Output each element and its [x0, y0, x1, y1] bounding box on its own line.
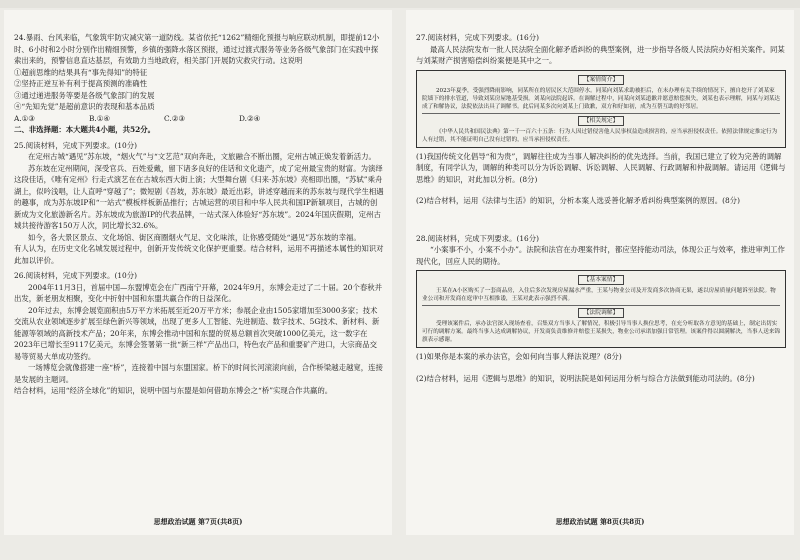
q24-item-2: ②坚持正逆互补有利于提高预测的准确性	[14, 79, 148, 88]
question-26	[14, 270, 384, 397]
q27-sub-1: (1)我国传统文化倡导“和为贵”，调解往往成为当事人解决纠纷的优先选择。当前，我国已建立了较为完善的调解制度，有同学认为，调解的种类可以分为诉讼调解、诉讼调解、人民调解、行政调解和仲裁调解。请运用《逻辑与思维》的知识，对此加以分析。(8分)	[416, 151, 786, 184]
answer-space	[416, 363, 786, 373]
q25-para-3: 如今，各大景区景点、文化场馆、街区商圈烟火气足、文化味浓，让你感受随处“遇见”苏东坡的幸福。	[28, 232, 361, 242]
q26-head: 26.阅读材料，完成下列要求。(10分)	[14, 271, 138, 280]
page-8-column	[416, 32, 786, 384]
q24-option-b: B.①④	[88, 113, 110, 123]
q27-sub-2: (2)结合材料，运用《法律与生活》的知识，分析本案人选妥善化解矛盾纠纷典型案例的原因。(8分)	[416, 196, 740, 205]
q25-head: 25.阅读材料，完成下列要求。(10分)	[14, 140, 138, 150]
q26-para-3: 一场博览会就像搭建一座“桥”，连接着中国与东盟国家。桥下的时间长河滚滚向前，合作桥梁越走越宽，连接是发展的主题词。	[14, 363, 383, 384]
page-8-footer: 思想政治试题 第8页(共8页)	[555, 517, 645, 526]
q24-options	[14, 113, 384, 125]
q27-material-box	[416, 70, 786, 148]
q28-sub-1: (1)如果你是本案的承办法官，会如何向当事人释法说理？(8分)	[416, 352, 622, 361]
page-8	[406, 10, 794, 535]
q28-material-box	[416, 270, 786, 348]
q27-box2-title: 【相关规定】	[578, 116, 625, 126]
q24-option-a: A.①③	[14, 113, 35, 123]
section-heading: 二、非选择题：本大题共4小题，共52分。	[14, 125, 156, 134]
q28-intro: “小案事不小，小案不小办”。法院和法官在办理案件时，都应坚持能动司法，体现公正与效率，推进审判工作现代化，回应人民的期待。	[416, 245, 785, 266]
q28-box2-text: 受理该案件后，承办法官深入现场查看，召集双方当事人了解情况，积极引导当事人换位思考，在充分听取各方意见的基础上，制定出切实可行的调解方案。最终当事人达成调解协议，开发商负责维修并赔偿王某损失，物业公司承诺加强日常管理。该案件得以圆满解决，当事人送来锦旗表示感谢。	[422, 321, 781, 343]
q27-head: 27.阅读材料，完成下列要求。(16分)	[416, 33, 540, 42]
q27-box1-text: 2023年夏季，受强烈降雨影响，同某所在的居民区大范围停水。同某向刘某求助被拒后，在未办理有关手续的情况下，擅自挖开了刘某家院墙下的排水管道，导致刘某房屋地基受损。刘某向法院起诉。在调解过程中，同某向刘某道歉并愿意赔偿损失，刘某也表示理解，同某与刘某达成了和解协议，法院依法出具了调解书。此后同某多次向刘某上门致歉，双方和好如初，成为互帮互助的好邻居。	[422, 87, 781, 110]
page-7	[4, 10, 392, 535]
q28-box1-title: 【基本案情】	[578, 275, 625, 285]
q27-box1-title: 【案情简介】	[578, 75, 625, 85]
question-28	[416, 233, 786, 385]
box-divider	[422, 305, 780, 306]
question-25	[14, 140, 384, 267]
q28-box1-text: 王某在A小区购买了一套商品房，入住后多次发现房屋漏水严重，王某与物业公司及开发商多次协商无果，遂以房屋质量问题诉至法院。物业公司和开发商在庭审中互相推诿，王某对此表示强烈不满。	[422, 288, 776, 302]
q28-box2-title: 【法院调解】	[578, 308, 625, 318]
box-divider	[422, 113, 780, 114]
q24-item-3: ③通过递进服务等要是各级气象部门的发展	[14, 90, 155, 100]
q26-task: 结合材料，运用“经济全球化”的知识，说明中国与东盟是如何借助东博会之“桥”实现合作共赢的。	[14, 386, 333, 395]
page-7-footer: 思想政治试题 第7页(共8页)	[153, 517, 243, 526]
question-24	[14, 32, 384, 124]
question-27	[416, 32, 786, 207]
q25-para-1: 在定州古城“遇见”苏东坡，“烟火气”与“文艺范”双向奔赴，文旅融合不断出圈，定州古城正焕发着新活力。	[28, 152, 376, 161]
page-7-column	[14, 32, 384, 397]
q24-option-d: D.②④	[239, 113, 261, 123]
q24-option-c: C.②③	[164, 113, 185, 123]
q26-para-1: 2004年11月3日，首届中国—东盟博览会在广西南宁开幕，2024年9月，东博会走过了二十届。20个春秋并出发，新老朋友相聚，变化中折射中国和东盟共赢合作的日益深化。	[14, 282, 383, 303]
q24-item-1: ①超前思维的结果具有“事先得知”的特征	[14, 67, 148, 77]
q25-task: 有人认为，在历史文化名城发展过程中，创新开发传统文化保护更重要。结合材料，运用不再描述本属性的知识对此加以评价。	[14, 244, 384, 265]
q24-item-4: ④“先知先觉”是超前意识的表现和基本品质	[14, 102, 155, 111]
q28-sub-2: (2)结合材料，运用《逻辑与思维》的知识，说明法院是如何运用分析与综合方法做到能动司法的。(8分)	[416, 373, 755, 383]
q28-head: 28.阅读材料，完成下列要求。(16分)	[416, 233, 540, 243]
q25-para-2: 苏东坡在定州期间，深受官兵、百姓爱戴，留下诸多良好的佳话和文化遗产，成了定州最宝贵的财富。为演绎这段佳话，《唯有定州》行走式演艺在在古城东西大街上演；大型舞台剧《归来·苏东坡》亮相即出圈，“苏轼”乘舟湖上，似吟浅唱，让人直呼“穿越了”；微短剧《吾坡，苏东坡》最近出彩，讲述穿越而来的苏东坡与现代学生相遇的趣事，成为苏东坡IP和“一站式”模板样板新品推行；古城运营的项目和中华人民共和国IP新颖项目，古城的创新成为文化旅游新名片。苏东坡成为旅游IP的代表品牌，一站式深入体验好“苏东坡”。2024年国庆假期，定州古城共接待游客150万人次，同比增长32.6%。	[14, 163, 384, 230]
q27-box2-text: 《中华人民共和国民法典》第一千一百六十五条：行为人因过错侵害他人民事权益造成损害的，应当承担侵权责任。依照法律规定推定行为人有过错，其不能证明自己没有过错的，应当承担侵权责任。	[422, 128, 778, 143]
scan-top-strip	[0, 0, 800, 8]
q26-para-2: 20年过去，东博会展览面积由5万平方米拓展至近20万平方米；参展企业由1505家增加至3000多家；技术交流从农业领域逐步扩展至绿色新兴等领域，出现了更多人工智能、先进制造、数字技术、5G技术、新材料、新能源等领域的高新技术产品；20年来，东博会推动中国和东盟的贸易总额首次突破1000亿美元，这一数字在2023年已增长至9117亿美元，东博会签署第一批“新三样”产品出口，特色农产品和重要矿产进口，大宗商品交易等贸易大单成功签约。	[14, 305, 380, 361]
q27-intro: 最高人民法院发布一批人民法院全面化解矛盾纠纷的典型案例，进一步指导各级人民法院办好相关案件。同某与刘某财产损害赔偿纠纷案便是其中之一。	[416, 44, 785, 65]
q24-stem: 24.暴雨、台风来临，气象筑牢防灾减灾第一道防线。某省依托“1262”精细化预报与响应联动机制，即提前12小时、6小时和2小时分别作出精细预警，乡镇的强降水落区预报，通过过渡式服务等业务各级气象部门在实践中探索出来的，预警信息直达基层，有效助力当地政府，相关部门开展防灾救灾行动。这说明	[14, 33, 380, 65]
answer-space	[416, 185, 786, 195]
